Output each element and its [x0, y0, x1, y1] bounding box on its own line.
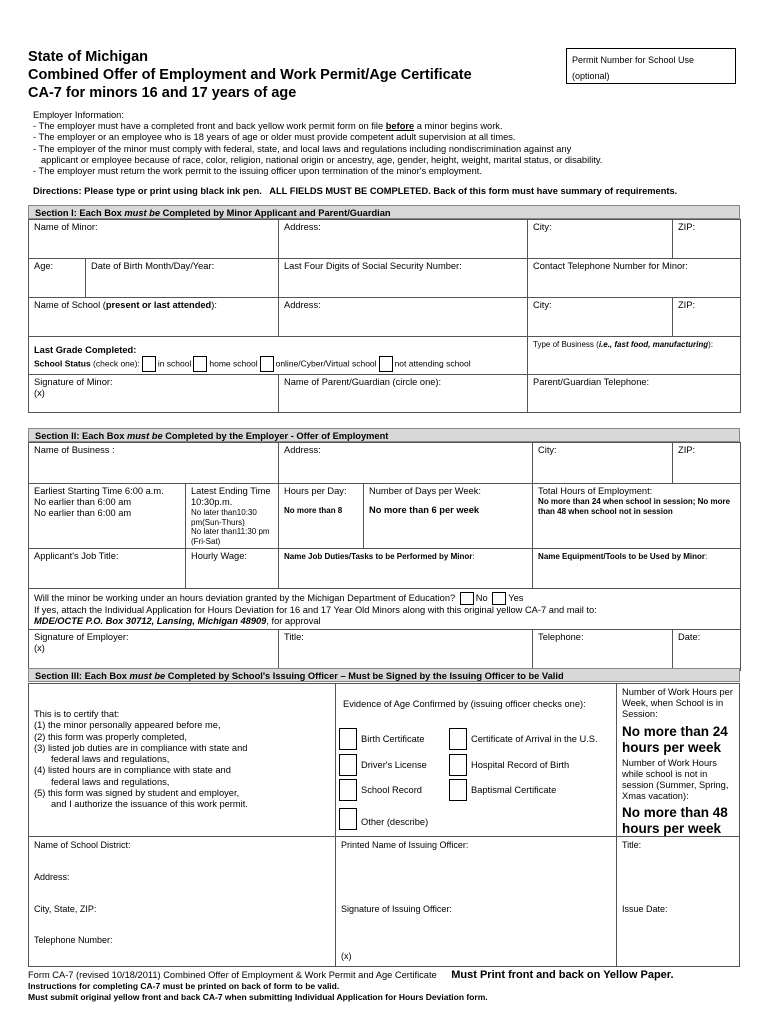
- instructions-notice: Instructions for completing CA-7 must be printed on back of form to be valid.: [28, 981, 340, 991]
- days-per-week-field[interactable]: [364, 484, 533, 549]
- type-of-business-field[interactable]: [528, 337, 741, 375]
- not-attending-checkbox[interactable]: [379, 356, 393, 372]
- zip-label: ZIP:: [678, 222, 696, 232]
- school-status-cell: [29, 337, 528, 375]
- certify-3a: (3) listed job duties are in compliance with state and: [34, 742, 248, 753]
- online-school-checkbox[interactable]: [260, 356, 274, 372]
- section-2-header: [28, 428, 740, 442]
- minor-signature-field[interactable]: [29, 375, 279, 413]
- school-label-b: present or last attended: [105, 300, 212, 310]
- baptismal-checkbox[interactable]: [449, 779, 467, 801]
- not-attending-label: not attending school: [394, 358, 471, 369]
- type-biz-c: ):: [708, 340, 714, 349]
- days-per-week-max: No more than 6 per week: [369, 505, 480, 515]
- officer-address-label: Address:: [34, 872, 70, 882]
- ssn-label: Last Four Digits of Social Security Number:: [284, 261, 462, 271]
- certify-4b: federal laws and regulations,: [51, 776, 170, 787]
- s2-head-a: Section II: Each Box: [35, 431, 127, 441]
- home-school-checkbox[interactable]: [193, 356, 207, 372]
- other-evidence-checkbox[interactable]: [339, 808, 357, 830]
- employer-bullet-2: - The employer or an employee who is 18 years of age or older must provide competent adult supervision at all times.: [33, 132, 516, 143]
- arrival-certificate-checkbox[interactable]: [449, 728, 467, 750]
- last-grade-label: Last Grade Completed:: [34, 345, 137, 355]
- business-city-label: City:: [538, 445, 557, 455]
- school-record-checkbox[interactable]: [339, 779, 357, 801]
- title-line-2: Combined Offer of Employment and Work Permit/Age Certificate: [28, 67, 472, 83]
- business-city-field[interactable]: [533, 443, 673, 484]
- section-1-table: [28, 219, 741, 413]
- drivers-license-checkbox[interactable]: [339, 754, 357, 776]
- deviation-yes-checkbox[interactable]: [492, 592, 506, 605]
- other-evidence-label: Other (describe): [361, 817, 429, 827]
- directions-b: ALL FIELDS MUST BE COMPLETED: [269, 186, 429, 196]
- form-revision: Form CA-7 (revised 10/18/2011) Combined Offer of Employment & Work Permit and Age Certificate: [28, 970, 437, 980]
- school-address-field[interactable]: [279, 298, 528, 337]
- address-label: Address:: [284, 222, 321, 232]
- employer-signature-x: (x): [34, 643, 45, 653]
- school-district-label: Name of School District:: [34, 840, 131, 850]
- type-biz-b: i.e., fast food, manufacturing: [598, 340, 709, 349]
- bullet-1-emphasis: before: [385, 121, 415, 132]
- days-per-week-label: Number of Days per Week:: [369, 486, 481, 496]
- hours-not-in-session-label: Number of Work Hours while school is not in session (Summer, Spring, Xmas vacation):: [622, 758, 729, 801]
- deviation-question: Will the minor be working under an hours deviation granted by the Michigan Department of Education?: [34, 592, 456, 603]
- age-label: Age:: [34, 261, 54, 271]
- age-field[interactable]: [29, 259, 86, 298]
- job-title-label: Applicant's Job Title:: [34, 551, 119, 561]
- s1-head-em: must be: [124, 208, 161, 218]
- bullet-1-end: a minor begins work.: [414, 121, 503, 132]
- birth-certificate-label: Birth Certificate: [361, 734, 425, 744]
- s1-head-b: Completed by Minor Applicant and Parent/Guardian: [160, 208, 391, 218]
- officer-telephone-label: Telephone Number:: [34, 935, 113, 945]
- name-of-minor-label: Name of Minor:: [34, 222, 98, 232]
- employer-bullet-3b: applicant or employee because of race, color, religion, national origin or ancestry, age, gender, height, weight, marital status, or disability.: [41, 154, 603, 165]
- school-status-sub: (check one):: [90, 358, 140, 369]
- business-address-field[interactable]: [279, 443, 533, 484]
- business-zip-label: ZIP:: [678, 445, 696, 455]
- end-time-rule-1: No later than10:30 pm(Sun-Thurs): [191, 508, 257, 527]
- drivers-license-label: Driver's License: [361, 760, 427, 770]
- minor-phone-label: Contact Telephone Number for Minor:: [533, 261, 688, 271]
- employer-bullet-1: [33, 121, 733, 132]
- school-name-field[interactable]: [29, 298, 279, 337]
- job-duties-label: Name Job Duties/Tasks to be Performed by Minor: [284, 552, 473, 561]
- school-zip-field[interactable]: [673, 298, 741, 337]
- parent-name-field[interactable]: [279, 375, 528, 413]
- hours-in-session-label: Number of Work Hours per Week, when School is in Session:: [622, 687, 733, 719]
- certify-5a: (5) this form was signed by student and employer,: [34, 788, 240, 799]
- ssn-field[interactable]: [279, 259, 528, 298]
- school-zip-label: ZIP:: [678, 300, 696, 310]
- start-time-field[interactable]: [29, 484, 186, 549]
- equipment-colon: :: [705, 552, 708, 561]
- permit-optional: (optional): [572, 71, 610, 81]
- name-of-minor-field[interactable]: [29, 220, 279, 259]
- birth-certificate-checkbox[interactable]: [339, 728, 357, 750]
- submit-notice: Must submit original yellow front and back CA-7 when submitting Individual Application for Hours Deviation form.: [28, 991, 488, 1002]
- max-48-hours: No more than 48 hours per week: [622, 805, 728, 836]
- employer-bullet-3a: - The employer of the minor must comply with federal, state, and local laws and regulations including nondiscrimination against any: [33, 143, 572, 154]
- certify-1: (1) the minor personally appeared before me,: [34, 720, 221, 731]
- certify-2: (2) this form was properly completed,: [34, 731, 187, 742]
- school-label-a: Name of School (: [34, 300, 106, 310]
- mde-address: MDE/OCTE P.O. Box 30712, Lansing, Michigan 48909: [34, 616, 267, 626]
- duties-colon: :: [472, 552, 475, 561]
- permit-number-box[interactable]: [566, 48, 736, 84]
- job-duties-field[interactable]: [279, 549, 533, 589]
- employer-signature-field[interactable]: [29, 630, 279, 671]
- directions-a: Directions: Please type or print using black ink pen.: [33, 186, 262, 196]
- officer-signature-label: Signature of Issuing Officer:: [341, 904, 452, 914]
- employer-signature-label: Signature of Employer:: [34, 632, 129, 642]
- permit-label: Permit Number for School Use: [572, 55, 695, 65]
- directions-c: . Back of this form must have summary of requirements.: [428, 186, 678, 196]
- hospital-record-label: Hospital Record of Birth: [471, 760, 570, 770]
- employer-date-field[interactable]: [673, 630, 741, 671]
- end-time-rule-2: No later than11:30 pm (Fri-Sat): [191, 527, 270, 546]
- certify-5b: and I authorize the issuance of this work permit.: [51, 799, 248, 810]
- school-status-label: School Status: [34, 358, 91, 369]
- deviation-yes-label: Yes: [508, 592, 524, 603]
- business-name-label: Name of Business :: [34, 445, 115, 455]
- business-name-field[interactable]: [29, 443, 279, 484]
- title-line-1: State of Michigan: [28, 49, 149, 65]
- parent-phone-field[interactable]: [528, 375, 741, 413]
- header-title: [28, 48, 472, 102]
- title-line-3: CA-7 for minors 16 and 17 years of age: [28, 85, 297, 101]
- s3-head-a: Section III: Each Box: [35, 671, 130, 681]
- s2-head-b: Completed by the Employer - Offer of Employment: [162, 431, 389, 441]
- officer-title-label: Title:: [622, 840, 642, 850]
- minor-address-field[interactable]: [279, 220, 528, 259]
- minor-zip-field[interactable]: [673, 220, 741, 259]
- approval-text: , for approval: [266, 616, 321, 626]
- employer-title-field[interactable]: [279, 630, 533, 671]
- deviation-no-checkbox[interactable]: [460, 592, 474, 605]
- end-time-field[interactable]: [186, 484, 279, 549]
- baptismal-label: Baptismal Certificate: [471, 785, 557, 795]
- employer-phone-label: Telephone:: [538, 632, 584, 642]
- total-hours-label: Total Hours of Employment:: [538, 486, 653, 496]
- deviation-cell: [29, 589, 741, 630]
- employer-title-label: Title:: [284, 632, 304, 642]
- total-hours-note: No more than 24 when school in session; No more than 48 when school not in session: [538, 497, 731, 516]
- dob-field[interactable]: [86, 259, 279, 298]
- total-hours-field[interactable]: [533, 484, 741, 549]
- type-biz-a: Type of Business (: [533, 340, 599, 349]
- end-time-label: Latest Ending Time 10:30p.m.: [191, 486, 271, 507]
- employer-date-label: Date:: [678, 632, 701, 642]
- section-1-header: [28, 205, 740, 219]
- equipment-field[interactable]: [533, 549, 741, 589]
- hours-per-day-field[interactable]: [279, 484, 364, 549]
- parent-phone-label: Parent/Guardian Telephone:: [533, 377, 650, 387]
- employer-information: [33, 110, 733, 177]
- hours-per-day-label: Hours per Day:: [284, 486, 347, 496]
- s1-head-a: Section I: Each Box: [35, 208, 125, 218]
- school-address-label: Address:: [284, 300, 321, 310]
- employer-info-heading: Employer Information:: [33, 110, 124, 120]
- arrival-certificate-label: Certificate of Arrival in the U.S.: [471, 734, 598, 744]
- school-city-label: City:: [533, 300, 552, 310]
- s2-head-em: must be: [126, 431, 163, 441]
- section-3-header: [28, 668, 740, 682]
- deviation-no-label: No: [475, 592, 488, 603]
- business-address-label: Address:: [284, 445, 321, 455]
- issue-date-label: Issue Date:: [622, 904, 668, 914]
- printed-name-label: Printed Name of Issuing Officer:: [341, 840, 469, 850]
- bullet-1-text: - The employer must have a completed front and back yellow work permit form on file: [33, 121, 386, 132]
- employer-phone-field[interactable]: [533, 630, 673, 671]
- home-school-label: home school: [209, 358, 258, 369]
- officer-city-state-zip-label: City, State, ZIP:: [34, 904, 97, 914]
- hours-per-day-max: No more than 8: [284, 506, 343, 515]
- section-2-table: [28, 442, 741, 671]
- minor-signature-x: (x): [34, 388, 45, 398]
- officer-signature-x: (x): [341, 951, 352, 961]
- in-school-label: in school: [157, 358, 192, 369]
- business-zip-field[interactable]: [673, 443, 741, 484]
- in-school-checkbox[interactable]: [142, 356, 156, 372]
- directions: [33, 186, 677, 196]
- employer-bullet-4: - The employer must return the work permit to the issuing officer upon termination of the minor's employment.: [33, 166, 482, 177]
- start-time-label: Earliest Starting Time 6:00 a.m.: [34, 486, 164, 496]
- certify-heading: This is to certify that:: [34, 709, 120, 719]
- hourly-wage-field[interactable]: [186, 549, 279, 589]
- s3-head-em: must be: [129, 671, 166, 681]
- parent-name-label: Name of Parent/Guardian (circle one):: [284, 377, 442, 387]
- minor-phone-field[interactable]: [528, 259, 741, 298]
- online-school-label: online/Cyber/Virtual school: [275, 358, 377, 369]
- evidence-heading: Evidence of Age Confirmed by (issuing officer checks one):: [343, 699, 586, 709]
- minor-signature-label: Signature of Minor:: [34, 377, 113, 387]
- certify-3b: federal laws and regulations,: [51, 754, 170, 765]
- school-label-c: ):: [211, 300, 217, 310]
- dob-label: Date of Birth Month/Day/Year:: [91, 261, 215, 271]
- minor-city-field[interactable]: [528, 220, 673, 259]
- start-time-rule-1: No earlier than 6:00 am: [34, 497, 132, 507]
- must-print-notice: Must Print front and back on Yellow Paper.: [451, 969, 674, 981]
- equipment-label: Name Equipment/Tools to be Used by Minor: [538, 552, 706, 561]
- certify-4a: (4) listed hours are in compliance with state and: [34, 765, 231, 776]
- footer: [28, 969, 742, 1002]
- deviation-instructions: If yes, attach the Individual Application for Hours Deviation for 16 and 17 Year Old Minors along with this original yellow CA-7 and mail to:: [34, 605, 597, 615]
- school-city-field[interactable]: [528, 298, 673, 337]
- job-title-field[interactable]: [29, 549, 186, 589]
- start-time-rule-2: No earlier than 6:00 am: [34, 508, 132, 518]
- max-24-hours: No more than 24 hours per week: [622, 724, 728, 755]
- section-3-box: [28, 683, 740, 967]
- s3-head-b: Completed by School's Issuing Officer – Must be Signed by the Issuing Officer to be Valid: [165, 671, 564, 681]
- certification-text: [34, 709, 329, 811]
- hospital-record-checkbox[interactable]: [449, 754, 467, 776]
- city-label: City:: [533, 222, 552, 232]
- hourly-wage-label: Hourly Wage:: [191, 551, 247, 561]
- school-record-label: School Record: [361, 785, 422, 795]
